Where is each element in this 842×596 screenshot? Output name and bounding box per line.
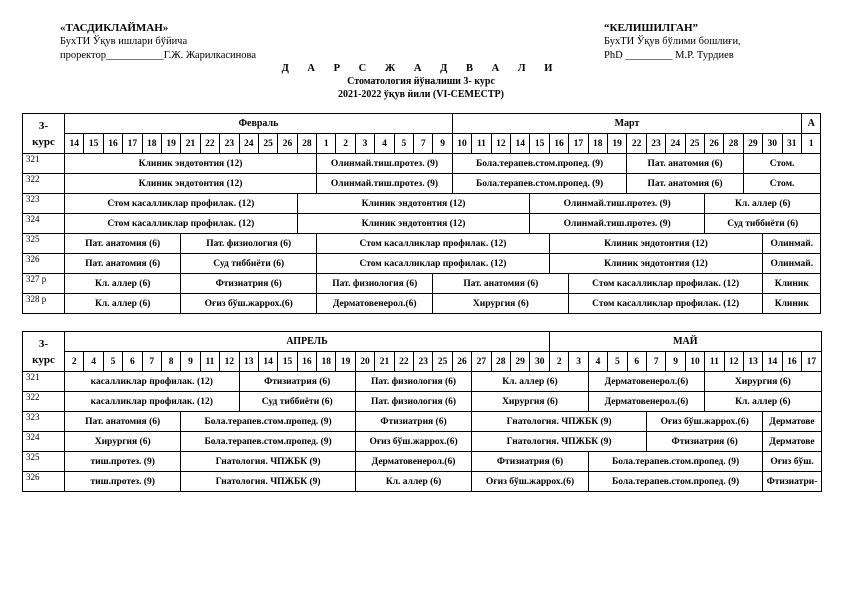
group-number: 326 bbox=[23, 472, 65, 492]
lesson-cell: Пат. анатомия (6) bbox=[65, 254, 181, 274]
lesson-cell: Фтизиатри- bbox=[763, 472, 821, 492]
day-cell: 14 bbox=[511, 134, 530, 154]
lesson-cell: Дерматовенерол.(6) bbox=[355, 452, 471, 472]
group-number: 325 bbox=[23, 452, 65, 472]
lesson-cell: Олинмай.тиш.протез. (9) bbox=[317, 174, 453, 194]
group-number: 323 bbox=[23, 194, 65, 214]
day-cell: 4 bbox=[84, 352, 103, 372]
agreement-line-1: БухТИ Ўқув бўлими бошлиғи, bbox=[604, 36, 741, 47]
lesson-cell: Суд тиббиёти (6) bbox=[239, 392, 355, 412]
day-cell: 11 bbox=[472, 134, 491, 154]
lesson-cell: Клиник эндотонтия (12) bbox=[549, 254, 762, 274]
day-cell: 10 bbox=[452, 134, 471, 154]
table-row bbox=[23, 254, 821, 274]
lesson-cell: Пат. анатомия (6) bbox=[65, 234, 181, 254]
lesson-cell: Стом касалликлар профилак. (12) bbox=[317, 254, 550, 274]
lesson-cell: Оғиз бўш.жаррох.(6) bbox=[647, 412, 763, 432]
table-row bbox=[23, 294, 821, 314]
day-cell: 14 bbox=[763, 352, 782, 372]
day-cell: 19 bbox=[607, 134, 626, 154]
day-cell: 5 bbox=[394, 134, 413, 154]
day-cell: 12 bbox=[491, 134, 510, 154]
day-cell: 3 bbox=[569, 352, 588, 372]
day-cell: 22 bbox=[627, 134, 646, 154]
lesson-cell: Кл. аллер (6) bbox=[65, 294, 181, 314]
lesson-cell: Олинмай.тиш.протез. (9) bbox=[317, 154, 453, 174]
day-cell: 16 bbox=[103, 134, 122, 154]
lesson-cell: Пат. физиология (6) bbox=[355, 392, 471, 412]
lesson-cell: Клиник эндотонтия (12) bbox=[297, 194, 530, 214]
day-cell: 26 bbox=[704, 134, 723, 154]
group-number: 324 bbox=[23, 432, 65, 452]
approval-line-1: БухТИ Ўқув ишлари бўйича bbox=[60, 36, 188, 47]
lesson-cell: Олинмай. bbox=[763, 254, 821, 274]
day-cell: 30 bbox=[763, 134, 782, 154]
day-cell: 29 bbox=[510, 352, 529, 372]
day-cell: 31 bbox=[782, 134, 802, 154]
lesson-cell: Хирургия (6) bbox=[705, 372, 821, 392]
table-row bbox=[23, 214, 821, 234]
lesson-cell: Клиник bbox=[763, 274, 821, 294]
group-number: 326 bbox=[23, 254, 65, 274]
day-cell: 13 bbox=[239, 352, 258, 372]
approval-title: «ТАСДИКЛАЙМАН» bbox=[60, 22, 169, 34]
lesson-cell: Хирургия (6) bbox=[433, 294, 569, 314]
day-cell: 26 bbox=[278, 134, 297, 154]
lesson-cell: Бола.терапев.стом.пропед. (9) bbox=[452, 174, 627, 194]
lesson-cell: Стом касалликлар профилак. (12) bbox=[569, 274, 763, 294]
lesson-cell: Хирургия (6) bbox=[65, 432, 181, 452]
day-cell: 19 bbox=[336, 352, 355, 372]
lesson-cell: Стом касалликлар профилак. (12) bbox=[65, 214, 298, 234]
day-cell: 3 bbox=[355, 134, 374, 154]
lesson-cell: Фтизиатрия (6) bbox=[181, 274, 317, 294]
lesson-cell: Дерматовенерол.(6) bbox=[588, 392, 704, 412]
group-number: 325 bbox=[23, 234, 65, 254]
lesson-cell: Кл. аллер (6) bbox=[355, 472, 471, 492]
day-cell: 7 bbox=[142, 352, 161, 372]
lesson-cell: Фтизиатрия (6) bbox=[355, 412, 471, 432]
day-cell: 16 bbox=[297, 352, 316, 372]
day-cell: 28 bbox=[297, 134, 316, 154]
lesson-cell: Кл. аллер (6) bbox=[65, 274, 181, 294]
table-row bbox=[23, 372, 822, 392]
group-number: 321 bbox=[23, 154, 65, 174]
lesson-cell: Кл. аллер (6) bbox=[705, 392, 821, 412]
table-row bbox=[23, 194, 821, 214]
table-row bbox=[23, 274, 821, 294]
lesson-cell: касалликлар профилак. (12) bbox=[65, 372, 240, 392]
table-row bbox=[23, 432, 822, 452]
lesson-cell: Клиник bbox=[763, 294, 821, 314]
day-cell: 4 bbox=[588, 352, 607, 372]
lesson-cell: Пат. физиология (6) bbox=[181, 234, 317, 254]
approval-line-2: проректор___________Г.Ж. Жарилкасинова bbox=[60, 50, 257, 61]
day-cell: 21 bbox=[181, 134, 200, 154]
day-cell: 28 bbox=[491, 352, 510, 372]
day-cell: 12 bbox=[724, 352, 743, 372]
day-cell: 23 bbox=[646, 134, 665, 154]
lesson-cell: Бола.терапев.стом.пропед. (9) bbox=[181, 432, 356, 452]
day-row bbox=[23, 352, 822, 372]
lesson-cell: Бола.терапев.стом.пропед. (9) bbox=[588, 472, 763, 492]
lesson-cell: Фтизиатрия (6) bbox=[647, 432, 763, 452]
table-row bbox=[23, 392, 822, 412]
day-cell: 24 bbox=[666, 134, 685, 154]
lesson-cell: Фтизиатрия (6) bbox=[239, 372, 355, 392]
day-cell: 15 bbox=[84, 134, 103, 154]
lesson-cell: Пат. физиология (6) bbox=[317, 274, 433, 294]
day-cell: 27 bbox=[472, 352, 491, 372]
lesson-cell: Бола.терапев.стом.пропед. (9) bbox=[588, 452, 763, 472]
lesson-cell: Фтизиатрия (6) bbox=[472, 452, 589, 472]
table-row bbox=[23, 174, 821, 194]
lesson-cell: Пат. анатомия (6) bbox=[627, 154, 743, 174]
day-cell: 9 bbox=[181, 352, 200, 372]
schedule-year: 2021-2022 ўқув йили (VI-СЕМЕСТР) bbox=[338, 89, 504, 100]
lesson-cell: Оғиз бўш.жаррох.(6) bbox=[355, 432, 471, 452]
day-row bbox=[23, 134, 821, 154]
day-cell: 28 bbox=[724, 134, 743, 154]
day-cell: 12 bbox=[220, 352, 239, 372]
day-cell: 14 bbox=[65, 134, 84, 154]
day-cell: 16 bbox=[782, 352, 801, 372]
day-cell: 14 bbox=[258, 352, 277, 372]
day-cell: 19 bbox=[161, 134, 180, 154]
day-cell: 18 bbox=[588, 134, 607, 154]
month-row bbox=[23, 332, 822, 352]
day-cell: 25 bbox=[258, 134, 277, 154]
day-cell: 2 bbox=[65, 352, 84, 372]
day-cell: 17 bbox=[802, 352, 821, 372]
day-cell: 11 bbox=[705, 352, 724, 372]
lesson-cell: Гнатология. ЧПЖБК (9) bbox=[181, 452, 356, 472]
day-cell: 11 bbox=[200, 352, 219, 372]
day-cell: 25 bbox=[685, 134, 704, 154]
lesson-cell: Суд тиббиёти (6) bbox=[704, 214, 821, 234]
day-cell: 18 bbox=[142, 134, 161, 154]
group-number: 327 р bbox=[23, 274, 65, 294]
table-row bbox=[23, 234, 821, 254]
schedule-title: Д А Р С Ж А Д В А Л И bbox=[281, 63, 561, 74]
lesson-cell: тиш.протез. (9) bbox=[65, 472, 181, 492]
day-cell: 2 bbox=[336, 134, 355, 154]
day-cell: 17 bbox=[569, 134, 588, 154]
agreement-title: “КЕЛИШИЛГАН” bbox=[604, 22, 699, 34]
table-row bbox=[23, 154, 821, 174]
lesson-cell: Олинмай.тиш.протез. (9) bbox=[530, 214, 705, 234]
lesson-cell: Гнатология. ЧПЖБК (9) bbox=[181, 472, 356, 492]
lesson-cell: Клиник эндотонтия (12) bbox=[297, 214, 530, 234]
lesson-cell: Кл. аллер (6) bbox=[472, 372, 589, 392]
day-cell: 5 bbox=[103, 352, 122, 372]
table-row bbox=[23, 472, 822, 492]
day-cell: 29 bbox=[743, 134, 762, 154]
group-number: 324 bbox=[23, 214, 65, 234]
month-header: МАЙ bbox=[550, 332, 822, 352]
day-cell: 15 bbox=[278, 352, 297, 372]
day-cell: 9 bbox=[666, 352, 685, 372]
day-cell: 18 bbox=[317, 352, 336, 372]
group-number: 328 р bbox=[23, 294, 65, 314]
day-cell: 23 bbox=[414, 352, 433, 372]
day-cell: 6 bbox=[123, 352, 142, 372]
agreement-block bbox=[604, 21, 741, 63]
lesson-cell: Олинмай.тиш.протез. (9) bbox=[530, 194, 705, 214]
table-row bbox=[23, 452, 822, 472]
group-number: 322 bbox=[23, 392, 65, 412]
day-cell: 1 bbox=[802, 134, 821, 154]
day-cell: 21 bbox=[375, 352, 394, 372]
lesson-cell: Олинмай. bbox=[763, 234, 821, 254]
day-cell: 24 bbox=[239, 134, 258, 154]
lesson-cell: Стом касалликлар профилак. (12) bbox=[65, 194, 298, 214]
kurs-header: 3- курс bbox=[23, 332, 65, 372]
day-cell: 6 bbox=[627, 352, 646, 372]
day-cell: 20 bbox=[355, 352, 374, 372]
day-cell: 4 bbox=[375, 134, 394, 154]
lesson-cell: Дерматовенерол.(6) bbox=[588, 372, 704, 392]
lesson-cell: Бола.терапев.стом.пропед. (9) bbox=[181, 412, 356, 432]
lesson-cell: касалликлар профилак. (12) bbox=[65, 392, 240, 412]
kurs-header: 3- курс bbox=[23, 114, 65, 154]
lesson-cell: Стом. bbox=[743, 154, 821, 174]
lesson-cell: Оғиз бўш.жаррох.(6) bbox=[472, 472, 589, 492]
day-cell: 8 bbox=[161, 352, 180, 372]
lesson-cell: Пат. физиология (6) bbox=[355, 372, 471, 392]
table-row bbox=[23, 412, 822, 432]
lesson-cell: Клиник эндотонтия (12) bbox=[65, 154, 317, 174]
lesson-cell: Стом касалликлар профилак. (12) bbox=[569, 294, 763, 314]
month-header: Март bbox=[452, 114, 801, 134]
month-header: А bbox=[802, 114, 821, 134]
schedule-title-block bbox=[0, 62, 842, 101]
lesson-cell: Гнатология. ЧПЖБК (9) bbox=[472, 412, 647, 432]
day-cell: 2 bbox=[550, 352, 569, 372]
lesson-cell: Дерматовенерол.(6) bbox=[317, 294, 433, 314]
day-cell: 1 bbox=[317, 134, 336, 154]
day-cell: 5 bbox=[608, 352, 627, 372]
lesson-cell: Бола.терапев.стом.пропед. (9) bbox=[452, 154, 627, 174]
day-cell: 16 bbox=[549, 134, 568, 154]
day-cell: 13 bbox=[743, 352, 762, 372]
lesson-cell: Дерматове bbox=[763, 432, 821, 452]
schedule-subtitle: Стоматология йўналиши 3- курс bbox=[347, 76, 495, 87]
lesson-cell: тиш.протез. (9) bbox=[65, 452, 181, 472]
day-cell: 9 bbox=[433, 134, 452, 154]
schedule-table-apr-may bbox=[22, 331, 822, 492]
month-row bbox=[23, 114, 821, 134]
agreement-line-2: PhD _________ М.Р. Турдиев bbox=[604, 50, 734, 61]
day-cell: 10 bbox=[685, 352, 704, 372]
lesson-cell: Оғиз бўш. bbox=[763, 452, 821, 472]
group-number: 323 bbox=[23, 412, 65, 432]
approval-block bbox=[60, 21, 256, 63]
month-header: Февраль bbox=[65, 114, 453, 134]
day-cell: 23 bbox=[220, 134, 239, 154]
lesson-cell: Дерматове bbox=[763, 412, 821, 432]
lesson-cell: Хирургия (6) bbox=[472, 392, 589, 412]
day-cell: 7 bbox=[647, 352, 666, 372]
lesson-cell: Пат. анатомия (6) bbox=[433, 274, 569, 294]
month-header: АПРЕЛЬ bbox=[65, 332, 550, 352]
day-cell: 26 bbox=[452, 352, 471, 372]
lesson-cell: Гнатология. ЧПЖБК (9) bbox=[472, 432, 647, 452]
lesson-cell: Клиник эндотонтия (12) bbox=[549, 234, 762, 254]
day-cell: 30 bbox=[530, 352, 550, 372]
schedule-table-feb-mar bbox=[22, 113, 821, 314]
lesson-cell: Клиник эндотонтия (12) bbox=[65, 174, 317, 194]
lesson-cell: Кл. аллер (6) bbox=[704, 194, 821, 214]
lesson-cell: Оғиз бўш.жаррох.(6) bbox=[181, 294, 317, 314]
day-cell: 22 bbox=[200, 134, 219, 154]
group-number: 322 bbox=[23, 174, 65, 194]
day-cell: 22 bbox=[394, 352, 413, 372]
group-number: 321 bbox=[23, 372, 65, 392]
day-cell: 25 bbox=[433, 352, 452, 372]
lesson-cell: Суд тиббиёти (6) bbox=[181, 254, 317, 274]
lesson-cell: Пат. анатомия (6) bbox=[65, 412, 181, 432]
day-cell: 15 bbox=[530, 134, 549, 154]
lesson-cell: Стом касалликлар профилак. (12) bbox=[317, 234, 550, 254]
lesson-cell: Пат. анатомия (6) bbox=[627, 174, 743, 194]
lesson-cell: Стом. bbox=[743, 174, 821, 194]
day-cell: 7 bbox=[414, 134, 433, 154]
day-cell: 17 bbox=[123, 134, 142, 154]
